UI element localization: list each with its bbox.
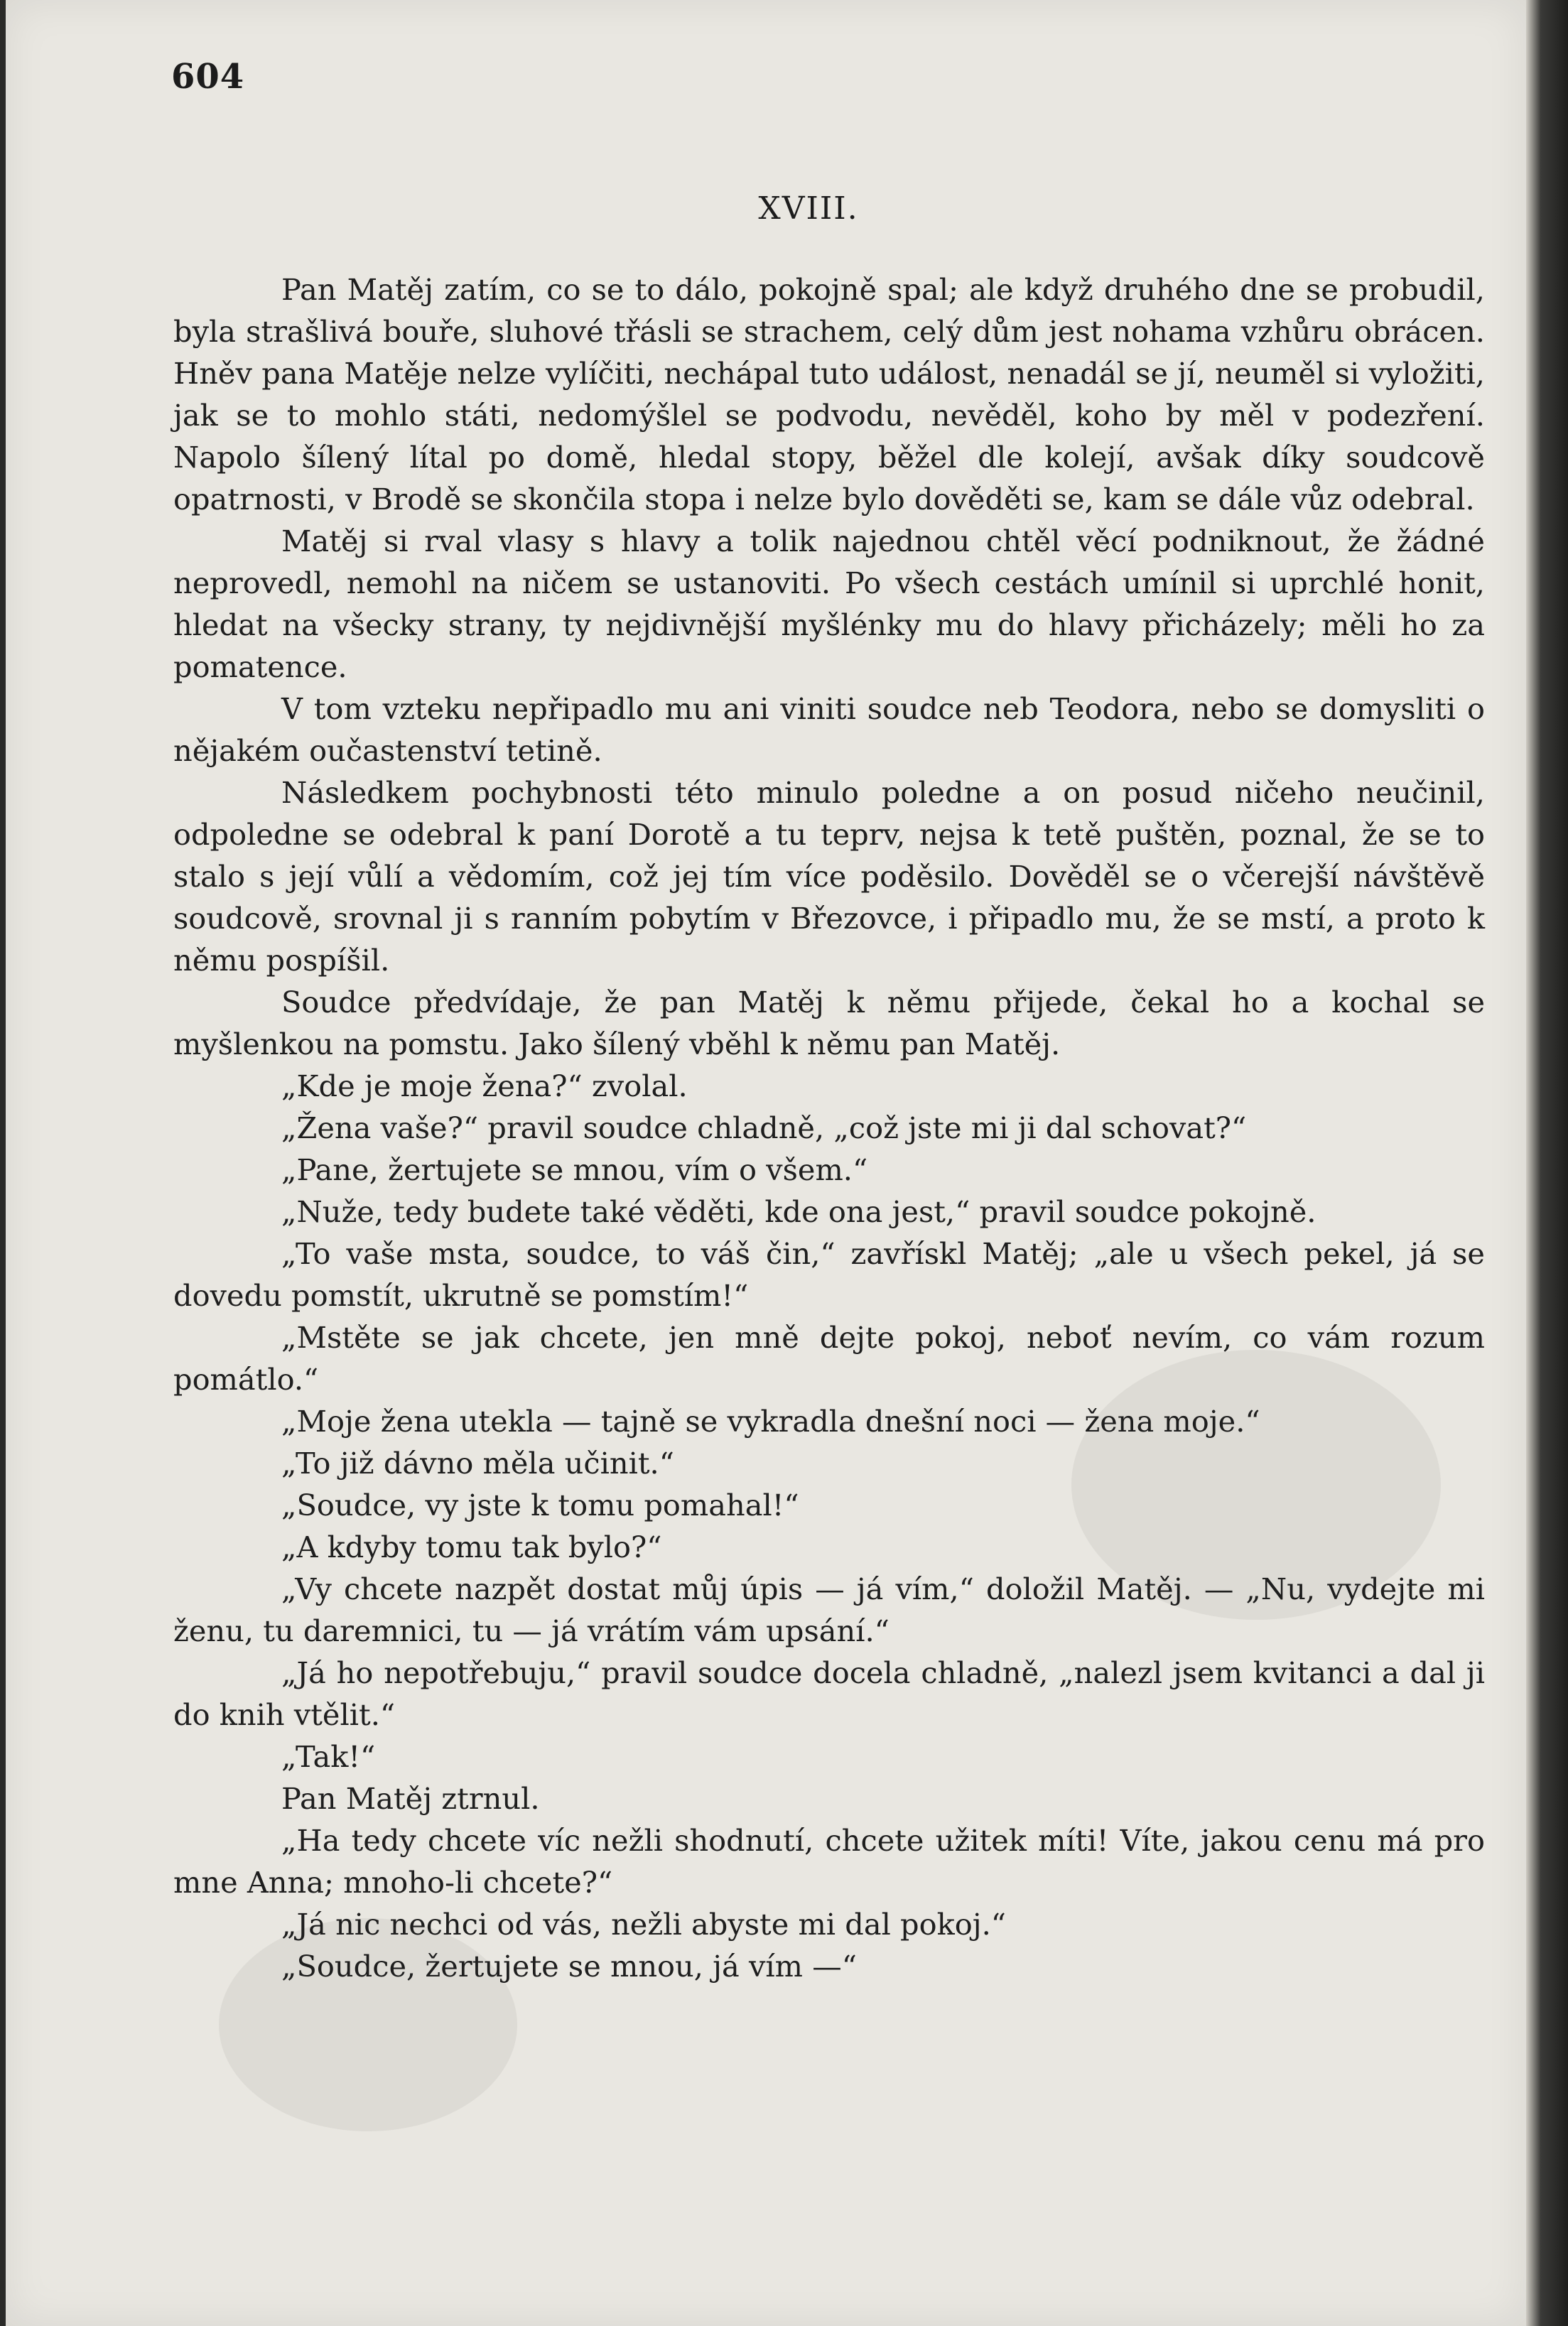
scan-edge <box>1526 0 1568 2326</box>
book-page <box>6 0 1526 2326</box>
paragraph: V tom vzteku nepřipadlo mu ani viniti soudce neb Teodora, nebo se domysliti o nějakém oučastenství tetině. <box>173 691 1485 768</box>
paragraph: Matěj si rval vlasy s hlavy a tolik najednou chtěl věcí podniknout, že žádné neprovedl, nemohl na ničem se ustanoviti. Po všech cestách umínil si uprchlé honit, hledat na všecky strany, ty nejdivnější myšlénky mu do hlavy přicházely; měli ho za pomatence. <box>173 524 1485 684</box>
dialogue-line: „Moje žena utekla — tajně se vykradla dnešní noci — žena moje.“ <box>281 1404 1260 1439</box>
dialogue-line: „Nuže, tedy budete také věděti, kde ona jest,“ pravil soudce pokojně. <box>281 1194 1316 1229</box>
page-number: 604 <box>171 57 245 97</box>
dialogue-line: „Kde je moje žena?“ zvolal. <box>281 1069 688 1103</box>
paragraph: Pan Matěj zatím, co se to dálo, pokojně spal; ale když druhého dne se probudil, byla strašlivá bouře, sluhové třásli se strachem, celý dům jest nohama vzhůru obrácen. Hněv pana Matěje nelze vylíčiti, nechápal tuto událost, nenadál se jí, neuměl si vyložiti, jak se to mohlo státi, nedomýšlel se podvodu, nevěděl, koho by měl v podezření. Napolo šílený lítal po domě, hledal stopy, běžel dle kolejí, avšak díky soudcově opatrnosti, v Brodě se skončila stopa i nelze bylo dověděti se, kam se dále vůz odebral. <box>173 272 1485 516</box>
dialogue-line: „Pane, žertujete se mnou, vím o všem.“ <box>281 1152 868 1187</box>
dialogue-line: „Tak!“ <box>281 1739 376 1774</box>
dialogue-line: „To již dávno měla učinit.“ <box>281 1446 674 1481</box>
dialogue-line: „Mstěte se jak chcete, jen mně dejte pokoj, neboť nevím, co vám rozum pomátlo.“ <box>173 1320 1485 1397</box>
paragraph: Pan Matěj ztrnul. <box>281 1781 540 1816</box>
dialogue-line: „Soudce, žertujete se mnou, já vím —“ <box>281 1949 857 1984</box>
body-text <box>173 269 1485 1987</box>
dialogue-line: „To vaše msta, soudce, to váš čin,“ zavřískl Matěj; „ale u všech pekel, já se dovedu pomstít, ukrutně se pomstím!“ <box>173 1236 1485 1313</box>
paragraph: Následkem pochybnosti této minulo poledne a on posud ničeho neučinil, odpoledne se odebral k paní Dorotě a tu teprv, nejsa k tetě puštěn, poznal, že se to stalo s její vůlí a vědomím, což jej tím více poděsilo. Dověděl se o včerejší návštěvě soudcově, srovnal ji s ranním pobytím v Březovce, i připadlo mu, že se mstí, a proto k němu pospíšil. <box>173 775 1485 978</box>
paragraph: Soudce předvídaje, že pan Matěj k němu přijede, čekal ho a kochal se myšlenkou na pomstu. Jako šílený vběhl k němu pan Matěj. <box>173 985 1485 1061</box>
chapter-heading: XVIII. <box>758 190 859 227</box>
dialogue-line: „Vy chcete nazpět dostat můj úpis — já vím,“ doložil Matěj. — „Nu, vydejte mi ženu, tu daremnici, tu — já vrátím vám upsání.“ <box>173 1572 1485 1648</box>
dialogue-line: „Soudce, vy jste k tomu pomahal!“ <box>281 1488 799 1522</box>
dialogue-line: „Já ho nepotřebuju,“ pravil soudce docela chladně, „nalezl jsem kvitanci a dal ji do knih vtělit.“ <box>173 1655 1485 1732</box>
dialogue-line: „Žena vaše?“ pravil soudce chladně, „což jste mi ji dal schovat?“ <box>281 1110 1247 1145</box>
dialogue-line: „A kdyby tomu tak bylo?“ <box>281 1530 662 1564</box>
dialogue-line: „Já nic nechci od vás, nežli abyste mi dal pokoj.“ <box>281 1907 1006 1942</box>
dialogue-line: „Ha tedy chcete víc nežli shodnutí, chcete užitek míti! Víte, jakou cenu má pro mne Anna; mnoho-li chcete?“ <box>173 1823 1485 1900</box>
